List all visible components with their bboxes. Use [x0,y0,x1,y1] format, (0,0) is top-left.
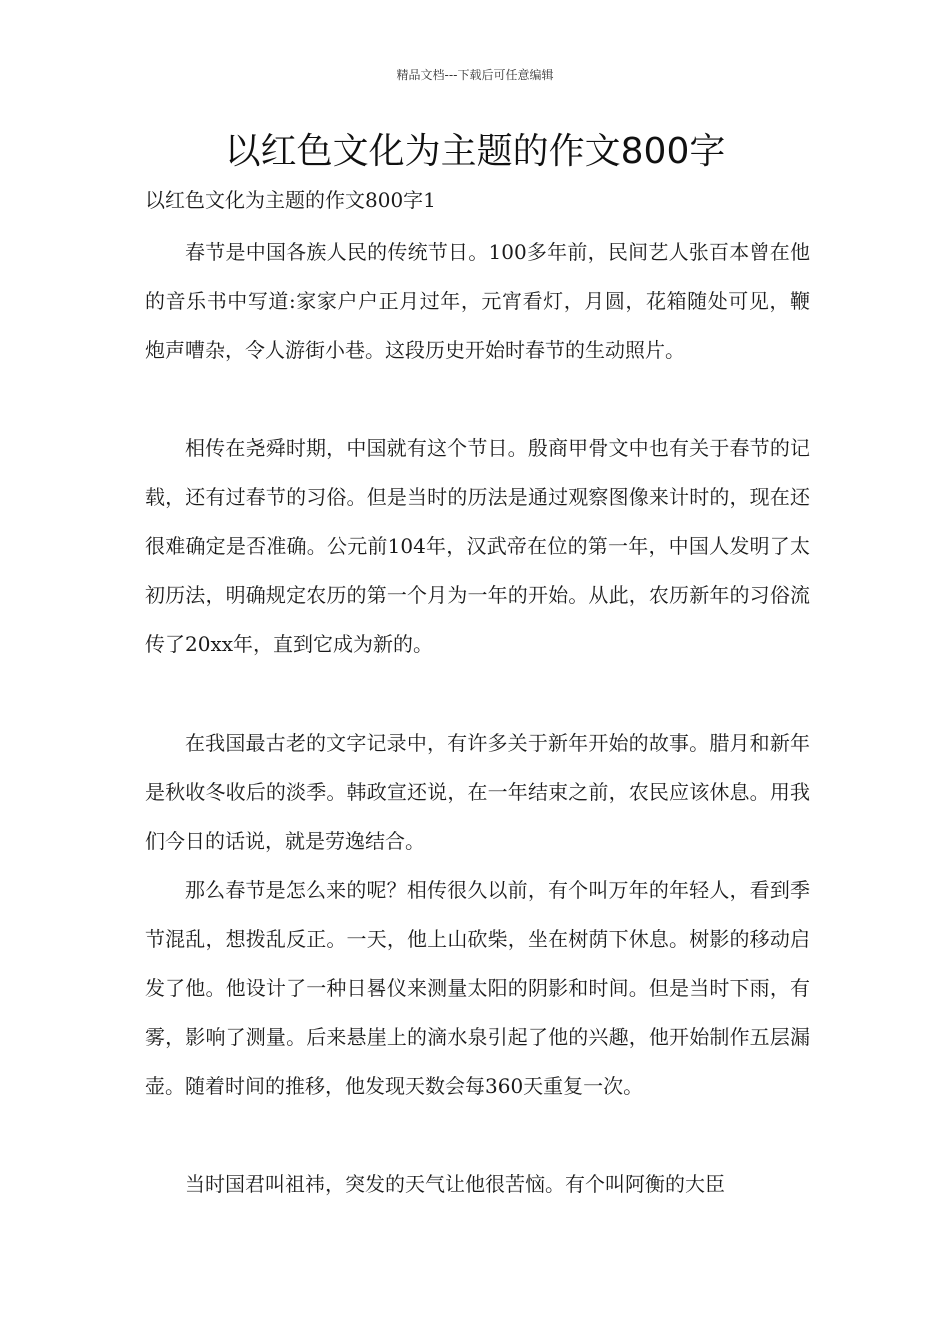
paragraph-1: 春节是中国各族人民的传统节日。100多年前，民间艺人张百本曾在他的音乐书中写道:家家户户正月过年，元宵看灯，月圆，花箱随处可见，鞭炮声嘈杂，令人游街小巷。这段历史开始时春节的生动照片。 [145,240,810,362]
document-title: 以红色文化为主题的作文800字 [224,131,726,172]
header-note: 精品文档---下载后可任意编辑 [396,68,554,82]
paragraph-5: 当时国君叫祖祎，突发的天气让他很苦恼。有个叫阿衡的大臣 [185,1172,725,1196]
paragraph-4: 那么春节是怎么来的呢？相传很久以前，有个叫万年的年轻人，看到季节混乱，想拨乱反正。一天，他上山砍柴，坐在树荫下休息。树影的移动启发了他。他设计了一种日晷仪来测量太阳的阴影和时间。但是当时下雨，有雾，影响了测量。后来悬崖上的滴水泉引起了他的兴趣，他开始制作五层漏壶。随着时间的推移，他发现天数会每360天重复一次。 [145,878,810,1098]
document-subtitle: 以红色文化为主题的作文800字1 [145,188,436,212]
paragraph-3: 在我国最古老的文字记录中，有许多关于新年开始的故事。腊月和新年是秋收冬收后的淡季。韩政宣还说，在一年结束之前，农民应该休息。用我们今日的话说，就是劳逸结合。 [145,731,810,853]
paragraph-2: 相传在尧舜时期，中国就有这个节日。殷商甲骨文中也有关于春节的记载，还有过春节的习俗。但是当时的历法是通过观察图像来计时的，现在还很难确定是否准确。公元前104年，汉武帝在位的第一年，中国人发明了太初历法，明确规定农历的第一个月为一年的开始。从此，农历新年的习俗流传了20xx年，直到它成为新的。 [145,436,810,656]
